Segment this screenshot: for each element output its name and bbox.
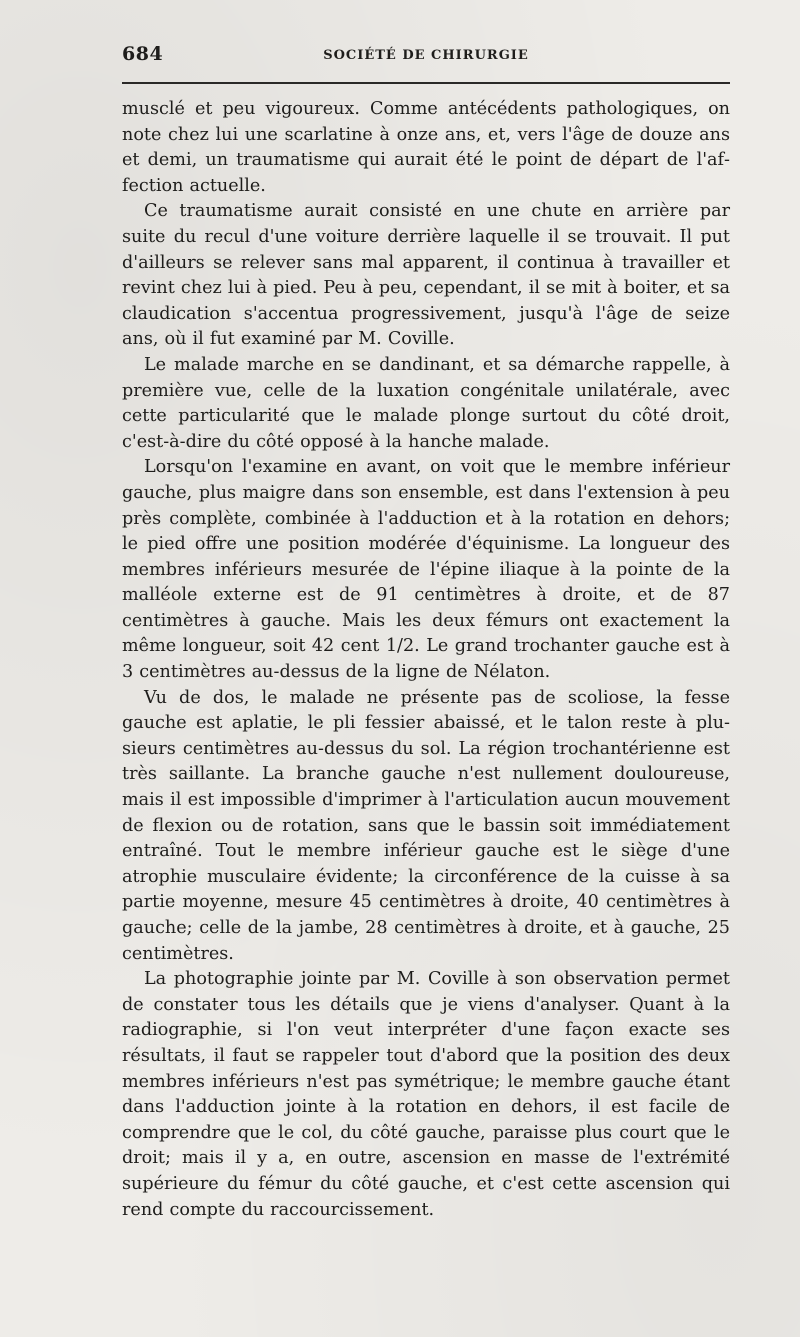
running-head: SOCIÉTÉ DE CHIRURGIE <box>323 48 529 63</box>
paragraph: Le malade marche en se dandinant, et sa démarche rappelle, à première vue, celle de la luxation congénitale unilatérale, avec cette particularité que le malade plonge surtout du côté droit, c'est-à-dire du côté opposé à la hanche malade. <box>122 354 730 452</box>
paragraph: musclé et peu vigoureux. Comme antécédents pathologiques, on note chez lui une scarlatine à onze ans, et, vers l'âge de douze ans et demi, un traumatisme qui aurait été le point de départ de l'affection actuelle. <box>122 99 730 196</box>
paragraph: Ce traumatisme aurait consisté en une chute en arrière par suite du recul d'une voiture derrière laquelle il se trouvait. Il put d'ailleurs se relever sans mal apparent, il continua à travailler et revint chez lui à pied. Peu à peu, cependant, il se mit à boiter, et sa claudication s'accentua progressivement, jusqu'à l'âge de seize ans, où il fut examiné par M. Coville. <box>122 201 730 350</box>
paragraph: La photographie jointe par M. Coville à son observation permet de constater tous les détails que je viens d'analyser. Quant à la radiographie, si l'on veut interpréter d'une façon exacte ses résultats, il faut se rappeler tout d'abord que la position des deux membres inférieurs n'est pas symétrique; le membre gauche étant dans l'adduction jointe à la rotation en dehors, il est facile de comprendre que le col, du côté gauche, paraisse plus court que le droit; mais il y a, en outre, ascension en masse de l'extrémité supérieure du fémur du côté gauche, et c'est cette ascension qui rend compte du raccourcissement. <box>122 969 730 1220</box>
page-number: 684 <box>122 43 164 65</box>
paragraph: Vu de dos, le malade ne présente pas de scoliose, la fesse gauche est aplatie, le pli fessier abaissé, et le talon reste à plusieurs centimètres au-dessus du sol. La région trochantérienne est très saillante. La branche gauche n'est nullement douloureuse, mais il est impossible d'imprimer à l'articulation aucun mouvement de flexion ou de rotation, sans que le bassin soit immédiatement entraîné. Tout le membre inférieur gauche est le siège d'une atrophie musculaire évidente; la circonférence de la cuisse à sa partie moyenne, mesure 45 centimètres à droite, 40 centimètres à gauche; celle de la jambe, 28 centimètres à droite, et à gauche, 25 centimètres. <box>122 687 730 964</box>
header-rule <box>122 82 730 84</box>
paragraph: Lorsqu'on l'examine en avant, on voit que le membre inférieur gauche, plus maigre dans son ensemble, est dans l'extension à peu près complète, combinée à l'adduction et à la rotation en dehors; le pied offre une position modérée d'équinisme. La longueur des membres inférieurs mesurée de l'épine iliaque à la pointe de la malléole externe est de 91 centimètres à droite, et de 87 centimètres à gauche. Mais les deux fémurs ont exactement la même longueur, soit 42 cent 1/2. Le grand trochanter gauche est à 3 centimètres au-dessus de la ligne de Nélaton. <box>122 457 730 683</box>
body-text <box>122 97 730 1223</box>
page-header <box>122 43 730 67</box>
